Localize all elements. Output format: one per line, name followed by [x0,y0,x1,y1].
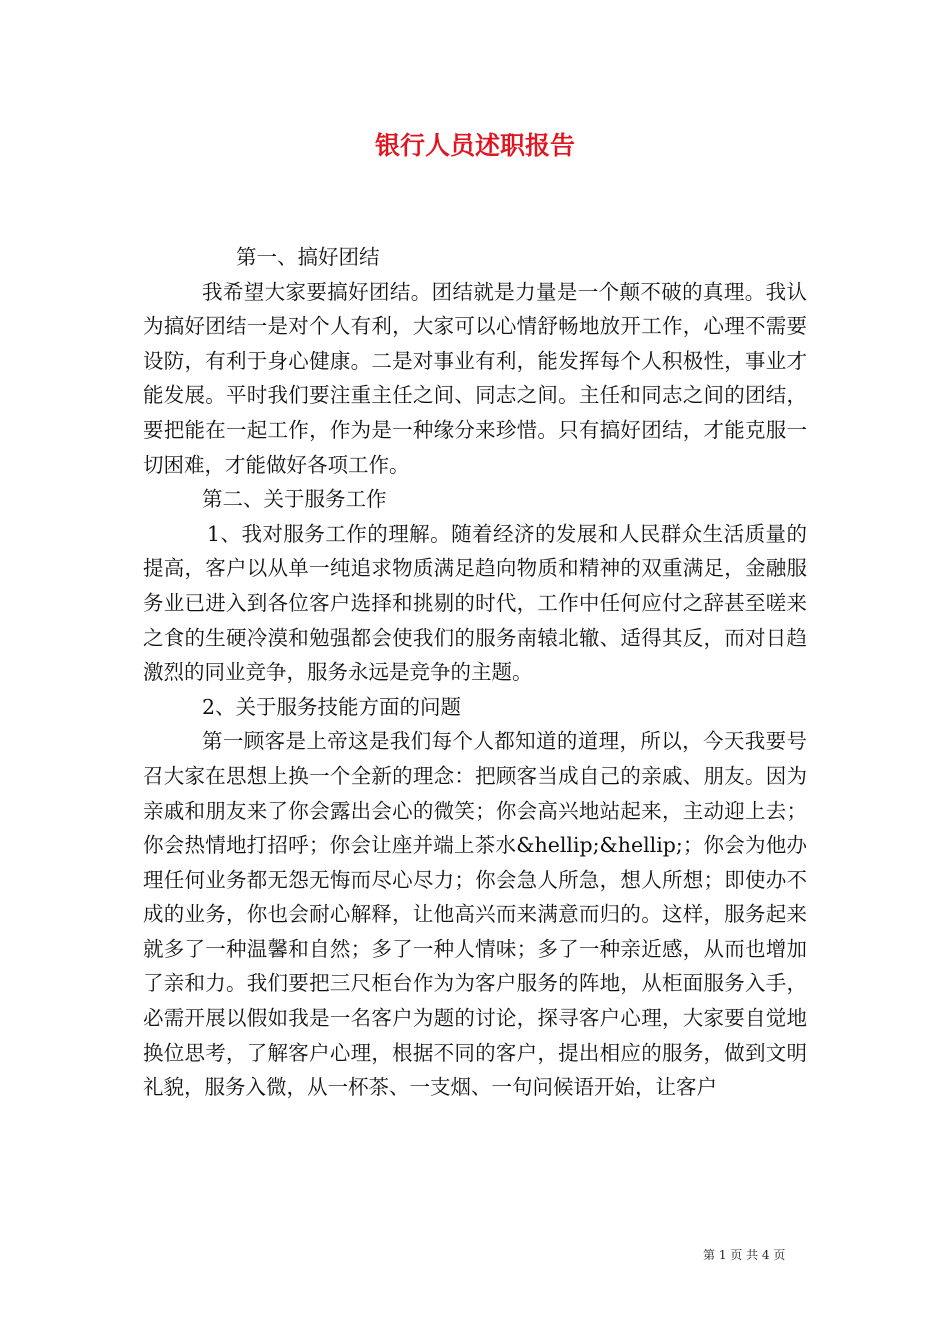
paragraph-service-understanding: 1、我对服务工作的理解。随着经济的发展和人民群众生活质量的提高，客户以从单一纯追求物质满足趋向物质和精神的双重满足，金融服务业已进入到各位客户选择和挑剔的时代，工作中任何应付之辞甚至嗟来之食的生硬冷漠和勉强都会使我们的服务南辕北辙、适得其反，而对日趋激烈的同业竞争，服务永远是竞争的主题。 [143,521,807,685]
subheading-service-skills: 2、关于服务技能方面的问题 [202,694,462,719]
section-heading-service: 第二、关于服务工作 [202,487,387,512]
paragraph-customer-first: 第一顾客是上帝这是我们每个人都知道的道理，所以，今天我要号召大家在思想上换一个全新的理念：把顾客当成自己的亲戚、朋友。因为亲戚和朋友来了你会露出会心的微笑；你会高兴地站起来，主动迎上去；你会热情地打招呼；你会让座并端上茶水&hellip;&hellip;；你会为他办理任何业务都无怨无悔而尽心尽力；你会急人所急，想人所想；即使办不成的业务，你也会耐心解释，让他高兴而来满意而归的。这样，服务起来就多了一种温馨和自然；多了一种人情味；多了一种亲近感，从而也增加了亲和力。我们要把三尺柜台作为为客户服务的阵地，从柜面服务入手，必需开展以假如我是一名客户为题的讨论，探寻客户心理，大家要自觉地换位思考，了解客户心理，根据不同的客户，提出相应的服务，做到文明礼貌，服务入微，从一杯茶、一支烟、一句问候语开始，让客户 [143,729,807,1100]
page-number: 第 1 页 共 4 页 [703,1248,786,1262]
document-body [143,240,807,1105]
section-heading-unity: 第一、搞好团结 [236,245,380,269]
paragraph-unity: 我希望大家要搞好团结。团结就是力量是一个颠不破的真理。我认为搞好团结一是对个人有利，大家可以心情舒畅地放开工作，心理不需要设防，有利于身心健康。二是对事业有利，能发挥每个人积极性，事业才能发展。平时我们要注重主任之间、同志之间。主任和同志之间的团结，要把能在一起工作，作为是一种缘分来珍惜。只有搞好团结，才能克服一切困难，才能做好各项工作。 [143,279,807,477]
document-title: 银行人员述职报告 [374,131,575,160]
